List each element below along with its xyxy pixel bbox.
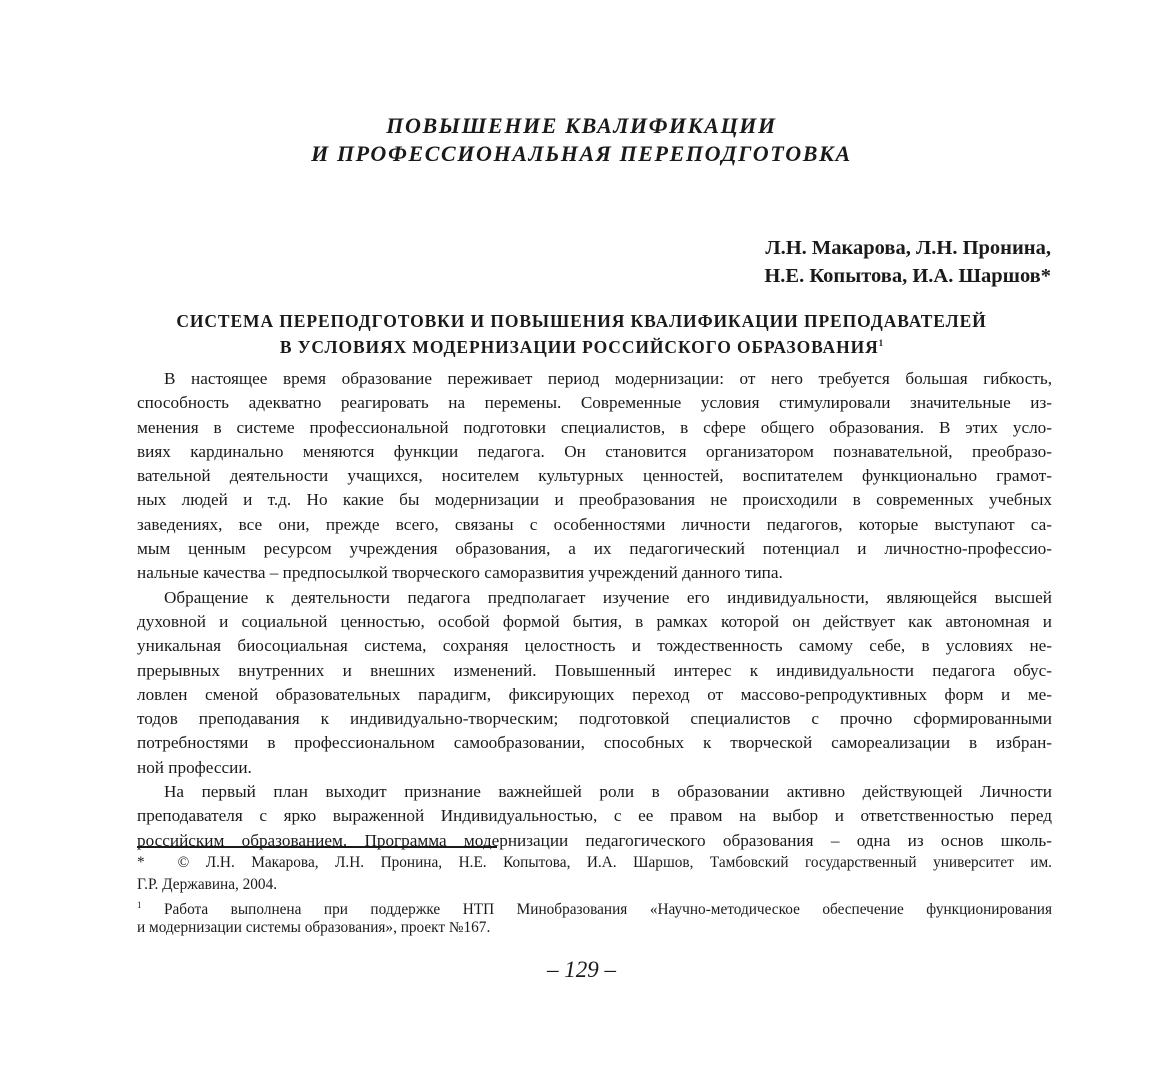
paragraph xyxy=(137,780,1052,853)
paragraph-line: уникальная биосоциальная система, сохраняя целостность и тождественность самому себе, в условиях не- xyxy=(137,636,1052,656)
paragraph-line: российским образованием. Программа модернизации педагогического образования – одна из основ школь- xyxy=(137,830,1052,850)
footnote-divider xyxy=(137,846,497,848)
article-title-line-2-wrap xyxy=(0,332,1163,358)
page-number: – 129 – xyxy=(547,957,616,982)
paragraph xyxy=(137,367,1052,586)
footnote-line xyxy=(137,852,1052,874)
paragraph-line: В настоящее время образование переживает период модернизации: от него требуется большая гибкость, xyxy=(164,369,1052,388)
paragraph-line: На первый план выходит признание важнейшей роли в образовании активно действующей Личности xyxy=(164,782,1052,802)
section-title-line-1: ПОВЫШЕНИЕ КВАЛИФИКАЦИИ xyxy=(386,113,777,138)
article-title-line-1: СИСТЕМА ПЕРЕПОДГОТОВКИ И ПОВЫШЕНИЯ КВАЛИФИКАЦИИ ПРЕПОДАВАТЕЛЕЙ xyxy=(176,311,987,331)
paragraph-line: Обращение к деятельности педагога предполагает изучение его индивидуальности, являющейся высшей xyxy=(164,587,1052,607)
article-body xyxy=(137,367,1052,853)
paragraph-line: преподавателя с ярко выраженной Индивидуальностью, с ее правом на выбор и ответственностью перед xyxy=(137,806,1052,826)
footnote-text: Работа выполнена при поддержке НТП Минобразования «Научно-методическое обеспечение функционирования xyxy=(164,901,1052,918)
section-title-line-2: И ПРОФЕССИОНАЛЬНАЯ ПЕРЕПОДГОТОВКА xyxy=(311,141,852,166)
footnote-line: Г.Р. Державина, 2004. xyxy=(137,875,278,893)
section-title xyxy=(0,112,1163,168)
footnote-item xyxy=(137,895,1052,938)
paragraph-line: способность адекватно реагировать на перемены. Современные условия стимулировали значительные из- xyxy=(137,393,1052,413)
footnote-line xyxy=(137,895,1052,917)
paragraph-line: ной профессии. xyxy=(137,757,252,777)
footnote-item xyxy=(137,852,1052,895)
paragraph-line: тодов преподавания к индивидуально-творческим; подготовкой специалистов с прочно сформированными xyxy=(137,709,1052,729)
article-title-line-2: В УСЛОВИЯХ МОДЕРНИЗАЦИИ РОССИЙСКОГО ОБРАЗОВАНИЯ xyxy=(279,337,879,357)
paragraph-line: духовной и социальной ценностью, особой формой бытия, в рамках которой он действует как автономная и xyxy=(137,611,1052,631)
paragraph-line: менения в системе профессиональной подготовки специалистов, в сфере общего образования. В этих усло- xyxy=(137,417,1052,437)
footnotes xyxy=(137,852,1052,938)
authors-line-2: Н.Е. Копытова, И.А. Шаршов* xyxy=(764,265,1051,287)
footnote-marker: 1 xyxy=(137,900,142,910)
paragraph-line: прерывных внутренних и внешних изменений. Повышенный интерес к индивидуальности педагога обус- xyxy=(137,660,1052,680)
paragraph-line: ловлен сменой образовательных парадигм, фиксирующих переход от массово-репродуктивных форм и ме- xyxy=(137,684,1052,704)
paragraph xyxy=(137,586,1052,780)
article-title-footnote-marker[interactable]: 1 xyxy=(878,338,884,348)
footnote-marker: * xyxy=(137,854,145,871)
footnote-line: и модернизации системы образования», проект №167. xyxy=(137,918,491,936)
article-title xyxy=(0,310,1163,358)
paragraph-line: виях кардинально меняются функции педагога. Он становится организатором познавательной, преобразо- xyxy=(137,441,1052,461)
authors-line-1: Л.Н. Макарова, Л.Н. Пронина, xyxy=(765,237,1051,259)
authors-block xyxy=(764,234,1051,290)
paragraph-line: вательной деятельности учащихся, носителем культурных ценностей, воспитателем функционально грамот- xyxy=(137,466,1052,486)
paragraph-line: нальные качества – предпосылкой творческого саморазвития учреждений данного типа. xyxy=(137,563,783,583)
paragraph-line: потребностями в профессиональном самообразовании, способных к творческой самореализации в избран- xyxy=(137,733,1052,753)
footnote-text: © Л.Н. Макарова, Л.Н. Пронина, Н.Е. Копытова, И.А. Шаршов, Тамбовский государственный университет им. xyxy=(177,854,1052,871)
paragraph-line: ных людей и т.д. Но какие бы модернизации и преобразования не происходили в современных учебных xyxy=(137,490,1052,510)
paragraph-line: мым ценным ресурсом учреждения образования, а их педагогический потенциал и личностно-профессио- xyxy=(137,539,1052,559)
paragraph-line: заведениях, все они, прежде всего, связаны с особенностями личности педагогов, которые выступают са- xyxy=(137,514,1052,534)
